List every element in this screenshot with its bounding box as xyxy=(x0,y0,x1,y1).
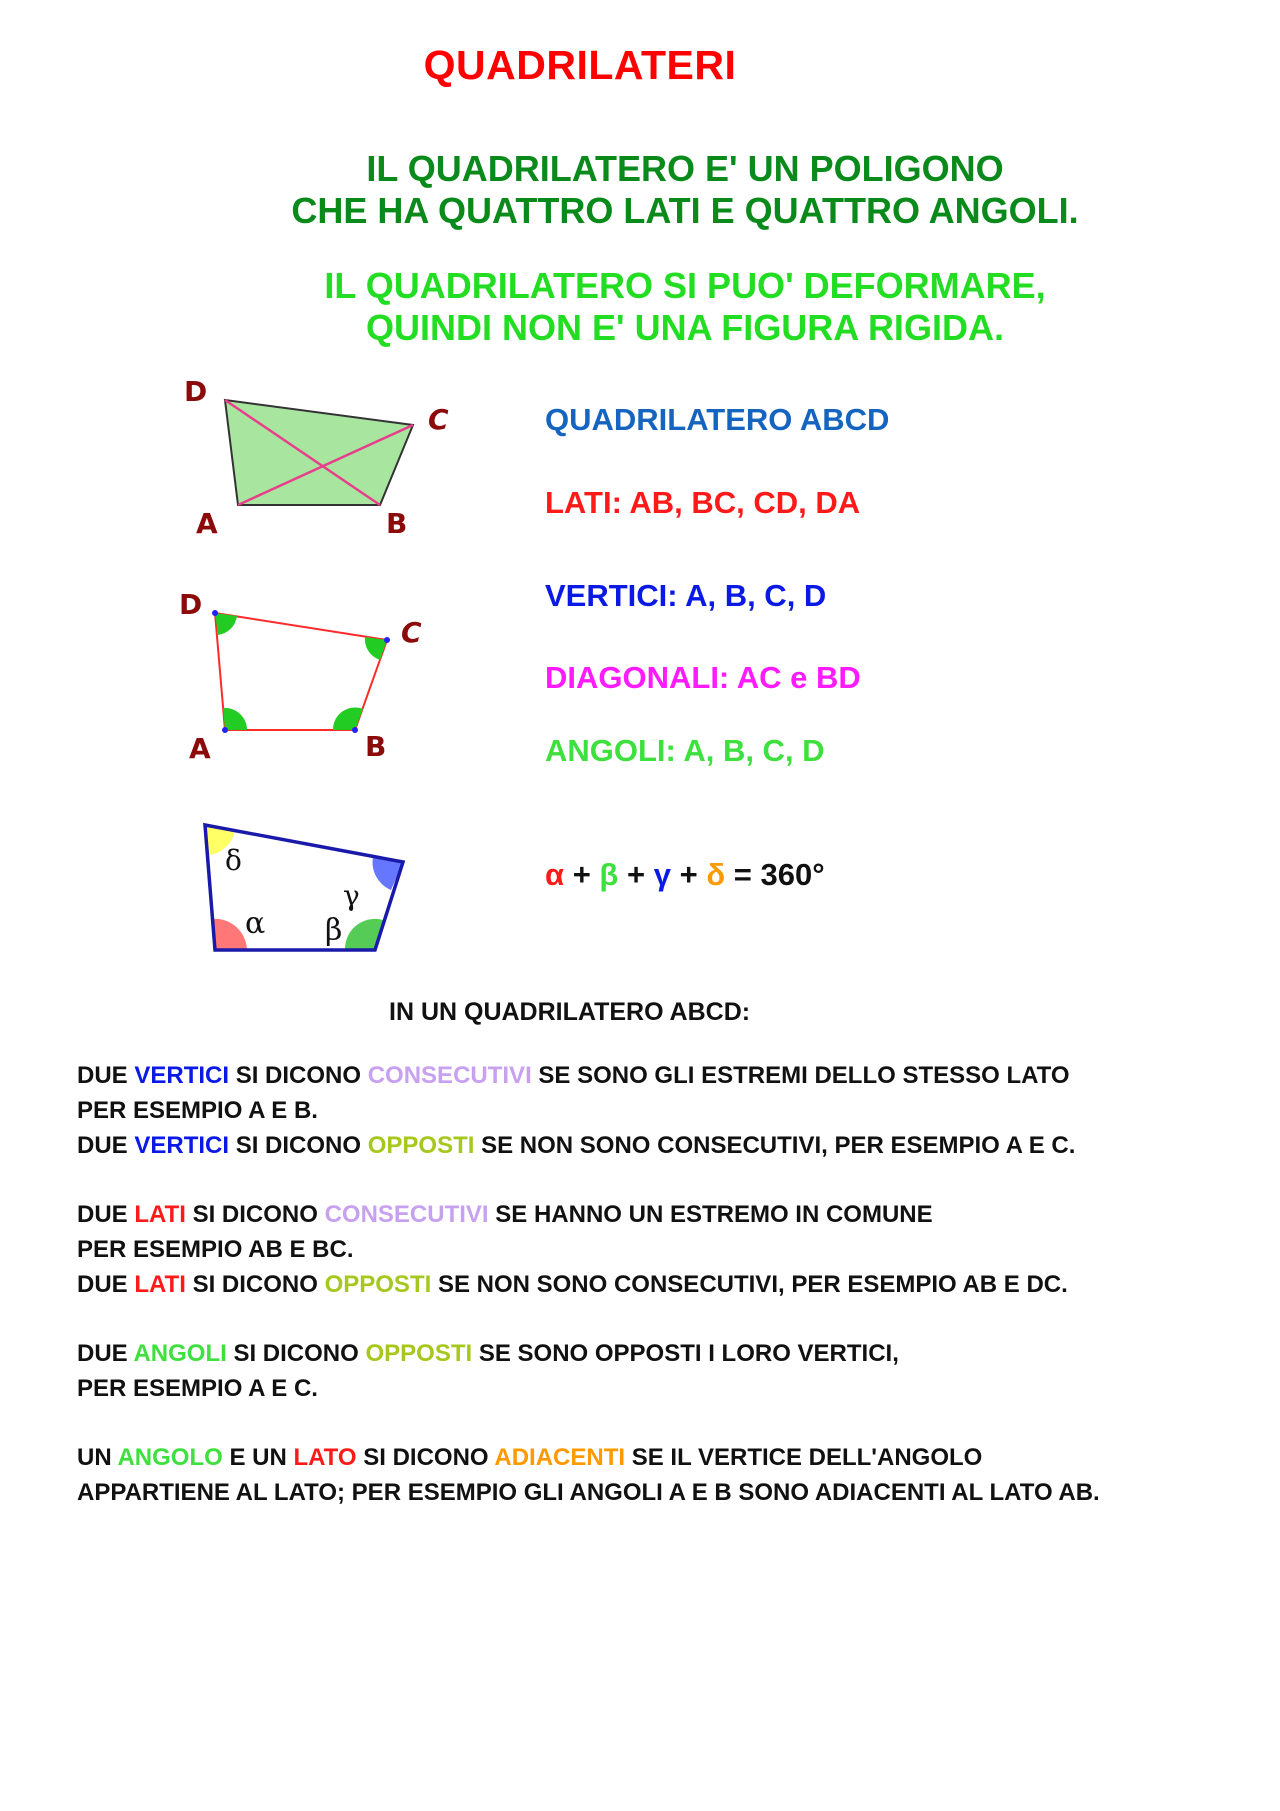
word-un: UN xyxy=(77,1444,112,1471)
rule-text: SE SONO GLI ESTREMI DELLO STESSO LATO xyxy=(538,1062,1070,1089)
rule-line xyxy=(77,1267,1257,1302)
sum-plus-3: + xyxy=(679,857,698,892)
quadrilateral-diagonals-figure xyxy=(180,375,470,545)
word-si-dicono: SI DICONO xyxy=(233,1340,359,1367)
word-si-dicono: SI DICONO xyxy=(363,1444,489,1471)
quadrilateral-name: QUADRILATERO ABCD xyxy=(545,402,890,437)
word-si-dicono: SI DICONO xyxy=(192,1201,318,1228)
quadrilateral-shape xyxy=(225,400,413,505)
rule-text: SE IL VERTICE DELL'ANGOLO xyxy=(631,1444,983,1471)
keyword-lati: LATI xyxy=(134,1201,186,1228)
rule-line xyxy=(77,1197,1257,1232)
word-si-dicono: SI DICONO xyxy=(235,1062,362,1089)
keyword-opposti: OPPOSTI xyxy=(365,1340,473,1367)
angles-rules xyxy=(77,1336,1257,1406)
diagonals-list: DIAGONALI: AC e BD xyxy=(545,660,861,695)
vertices-list: VERTICI: A, B, C, D xyxy=(545,578,827,613)
deformable-line-2: QUINDI NON E' UNA FIGURA RIGIDA. xyxy=(366,307,1004,348)
keyword-angolo: ANGOLO xyxy=(117,1444,223,1471)
delta-label: δ xyxy=(225,844,242,877)
angle-sum-formula xyxy=(545,857,825,893)
quadrilateral-greek-angles-figure xyxy=(195,815,415,965)
keyword-lati: LATI xyxy=(134,1271,186,1298)
deformable-text xyxy=(180,265,1190,349)
rule-text: SE HANNO UN ESTREMO IN COMUNE xyxy=(495,1201,933,1228)
angle-mark-b xyxy=(333,707,363,730)
keyword-opposti: OPPOSTI xyxy=(324,1271,432,1298)
rule-text: SE NON SONO CONSECUTIVI, PER ESEMPIO A E C. xyxy=(481,1132,1076,1159)
rule-line xyxy=(77,1128,1257,1163)
sum-alpha: α xyxy=(545,857,565,892)
vertex-label-d: D xyxy=(184,375,208,408)
rules-heading: IN UN QUADRILATERO ABCD: xyxy=(389,998,751,1026)
vertex-point-d xyxy=(212,610,218,616)
word-e-un: E UN xyxy=(229,1444,287,1471)
rule-example: PER ESEMPIO A E B. xyxy=(77,1097,318,1124)
keyword-vertici: VERTICI xyxy=(134,1132,230,1159)
sum-delta: δ xyxy=(706,857,726,892)
sum-beta: β xyxy=(599,857,619,892)
alpha-label: α xyxy=(245,906,266,941)
sum-gamma: γ xyxy=(653,857,671,892)
vertex-label-a: A xyxy=(196,507,218,540)
vertex-label-b: B xyxy=(386,507,408,540)
rule-line xyxy=(77,1440,1257,1475)
vertices-rules xyxy=(77,1058,1257,1163)
quadrilateral-angles-figure xyxy=(175,590,445,760)
vertex-point-a xyxy=(222,727,228,733)
keyword-lato: LATO xyxy=(293,1444,357,1471)
keyword-adiacenti: ADIACENTI xyxy=(494,1444,626,1471)
rule-text: SE NON SONO CONSECUTIVI, PER ESEMPIO AB E DC. xyxy=(437,1271,1068,1298)
angle-mark-d xyxy=(215,613,237,635)
sides-list: LATI: AB, BC, CD, DA xyxy=(545,485,861,520)
rules-section xyxy=(77,995,1257,1544)
gamma-label: γ xyxy=(343,879,360,912)
sides-rules xyxy=(77,1197,1257,1302)
angles-list: ANGOLI: A, B, C, D xyxy=(545,733,825,768)
word-due: DUE xyxy=(77,1132,128,1159)
angle-alpha-mark xyxy=(212,919,247,950)
rule-example: PER ESEMPIO A E C. xyxy=(77,1375,318,1402)
definition-text xyxy=(180,148,1190,232)
adjacent-rules xyxy=(77,1440,1257,1510)
word-due: DUE xyxy=(77,1062,128,1089)
rule-text: SE SONO OPPOSTI I LORO VERTICI, xyxy=(478,1340,899,1367)
vertex-label-d: D xyxy=(179,590,203,621)
keyword-vertici: VERTICI xyxy=(134,1062,230,1089)
vertex-label-c: C xyxy=(401,616,422,649)
angle-mark-a xyxy=(223,708,247,730)
rule-example: PER ESEMPIO AB E BC. xyxy=(77,1236,354,1263)
word-due: DUE xyxy=(77,1201,128,1228)
vertex-label-b: B xyxy=(365,730,387,760)
keyword-consecutivi: CONSECUTIVI xyxy=(367,1062,532,1089)
vertex-label-c: C xyxy=(428,403,449,436)
angle-mark-c xyxy=(365,637,387,660)
word-si-dicono: SI DICONO xyxy=(192,1271,318,1298)
vertex-point-b xyxy=(352,727,358,733)
sum-result: = 360° xyxy=(733,857,825,892)
keyword-consecutivi: CONSECUTIVI xyxy=(324,1201,489,1228)
rule-example: APPARTIENE AL LATO; PER ESEMPIO GLI ANGOLI A E B SONO ADIACENTI AL LATO AB. xyxy=(77,1479,1100,1506)
keyword-angoli: ANGOLI xyxy=(133,1340,227,1367)
sum-plus-1: + xyxy=(572,857,591,892)
deformable-line-1: IL QUADRILATERO SI PUO' DEFORMARE, xyxy=(324,265,1046,306)
sum-plus-2: + xyxy=(626,857,646,892)
word-due: DUE xyxy=(77,1340,128,1367)
rule-line xyxy=(77,1336,1257,1371)
definition-line-1: IL QUADRILATERO E' UN POLIGONO xyxy=(366,148,1004,189)
beta-label: β xyxy=(325,913,343,948)
vertex-point-c xyxy=(384,637,390,643)
rule-line xyxy=(77,1058,1257,1093)
word-si-dicono: SI DICONO xyxy=(235,1132,362,1159)
definition-line-2: CHE HA QUATTRO LATI E QUATTRO ANGOLI. xyxy=(291,190,1079,231)
keyword-opposti: OPPOSTI xyxy=(367,1132,475,1159)
page-title: QUADRILATERI xyxy=(423,42,737,88)
vertex-label-a: A xyxy=(189,732,211,760)
word-due: DUE xyxy=(77,1271,128,1298)
